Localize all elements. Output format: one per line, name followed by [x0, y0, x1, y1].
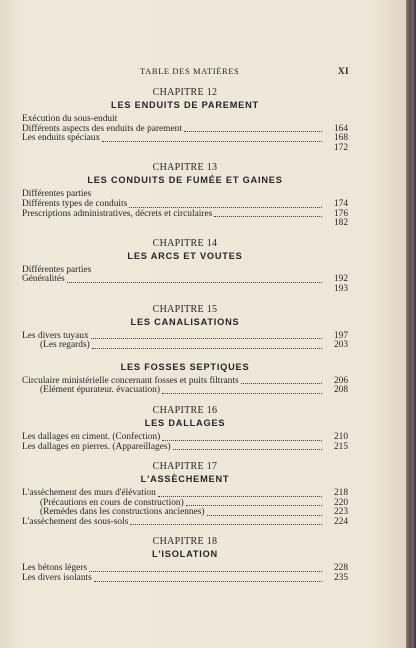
dot-leader [186, 505, 322, 506]
toc-entry-label: Les enduits spéciaux [22, 133, 101, 144]
toc-entry-page: 224 [333, 516, 348, 527]
toc-chapter [22, 405, 348, 452]
dot-leader [158, 496, 322, 497]
toc-entry-label: (Les regards) [40, 340, 90, 351]
toc-entry-label: Exécution du sous-enduit [22, 114, 118, 124]
toc-entry [22, 275, 348, 285]
dot-leader [129, 207, 322, 208]
dot-leader [92, 348, 322, 349]
dot-leader [162, 393, 322, 394]
toc-entry-label: Différentes parties [22, 264, 92, 275]
toc-entry-label: Les divers isolants [22, 573, 92, 584]
dot-leader [130, 524, 322, 525]
dot-leader [207, 515, 322, 516]
toc-entry-page: 174 [333, 198, 348, 209]
chapter-title: LES DALLAGES [144, 417, 226, 428]
toc-entry-label: (Elément épurateur. évacuation) [40, 385, 160, 396]
running-head-title: TABLE DES MATIÈRES [140, 66, 240, 76]
toc-entry-label: (Précautions en cours de construction) [40, 497, 184, 508]
toc-entry-label: Différents aspects des enduits de parement [22, 123, 182, 134]
chapter-title: L'ISOLATION [152, 549, 218, 560]
toc-entry [22, 219, 348, 229]
toc-chapter [22, 536, 348, 583]
toc-chapter [22, 87, 348, 153]
running-head [0, 66, 410, 80]
chapter-title: LES FOSSES SEPTIQUES [120, 361, 250, 372]
chapter-number: CHAPITRE 12 [152, 87, 218, 98]
toc-entry-page: 210 [333, 431, 348, 442]
toc-entry-page: 172 [333, 142, 348, 153]
toc-entry [22, 134, 348, 144]
chapter-title: LES CONDUITS DE FUMÉE ET GAINES [87, 175, 283, 186]
chapter-number: CHAPITRE 13 [152, 162, 218, 174]
toc-entry-page: 228 [333, 563, 348, 574]
toc-entry [22, 443, 348, 453]
toc-entry-page: 176 [333, 208, 348, 219]
toc-entry [22, 285, 348, 295]
dot-leader [67, 282, 322, 283]
toc-entry-label: Généralités [22, 274, 65, 285]
dot-leader [184, 131, 322, 132]
chapter-title: L'ASSÈCHEMENT [140, 474, 230, 485]
dot-leader [89, 571, 322, 572]
toc-chapter [22, 360, 348, 396]
toc-entry-page: 206 [333, 375, 348, 386]
toc-entry-page: 182 [333, 218, 348, 229]
toc-entry-label: Les dallages en pierres. (Appareillages) [22, 441, 171, 452]
toc-entry [22, 518, 348, 528]
toc-entry-page: 192 [333, 274, 348, 285]
chapter-title: LES ARCS ET VOUTES [127, 250, 243, 261]
toc-entry-page: 235 [333, 573, 348, 584]
toc-entry [22, 144, 348, 154]
chapter-number: CHAPITRE 16 [152, 404, 218, 416]
toc-entry-page: 220 [333, 497, 348, 508]
dot-leader [102, 141, 322, 142]
toc-entry-page: 223 [333, 507, 348, 518]
toc-entry-page: 203 [333, 340, 348, 351]
toc-chapter [22, 461, 348, 527]
toc-entry-page: 218 [333, 488, 348, 499]
dot-leader [214, 216, 322, 217]
dot-leader [241, 383, 322, 384]
toc-entry-label: Les divers tuyaux [22, 330, 89, 341]
toc-entry-page: 208 [333, 385, 348, 396]
page-number: XI [338, 66, 350, 76]
toc-chapter [22, 238, 348, 295]
chapter-number: CHAPITRE 18 [152, 536, 218, 548]
toc-entry-page: 164 [333, 123, 348, 134]
dot-leader [173, 449, 322, 450]
toc-entry-page: 193 [333, 283, 348, 294]
toc-entry [22, 574, 348, 584]
toc-entry-page: 197 [333, 330, 348, 341]
dot-leader [162, 440, 322, 441]
chapter-number: CHAPITRE 17 [152, 461, 218, 473]
toc-entry-label: Prescriptions administratives, décrets et circulaires [22, 208, 213, 219]
toc-entry [22, 266, 348, 276]
chapter-title: LES CANALISATIONS [130, 316, 240, 327]
toc-entry-page: 215 [333, 441, 348, 452]
page-edge [406, 0, 416, 648]
toc-chapter [22, 304, 348, 351]
table-of-contents [22, 84, 348, 584]
toc-chapter [22, 162, 348, 228]
toc-entry-label: Circulaire ministérielle concernant fosses et puits filtrants [22, 375, 239, 386]
chapter-title: LES ENDUITS DE PAREMENT [111, 100, 259, 110]
toc-entry-label: Différents types de conduits [22, 198, 128, 209]
toc-entry-label: L'assèchement des sous-sols [22, 516, 129, 527]
toc-entry [22, 386, 348, 396]
chapter-number: CHAPITRE 15 [152, 303, 218, 315]
chapter-number: CHAPITRE 14 [152, 237, 218, 249]
toc-entry-label: L'assèchement des murs d'élévation [22, 488, 156, 499]
toc-entry-label: Différentes parties [22, 189, 92, 200]
toc-entry [22, 210, 348, 220]
toc-entry-page: 168 [333, 133, 348, 144]
toc-entry-label: Les bétons légers [22, 563, 88, 574]
dot-leader [94, 581, 322, 582]
toc-entry [22, 341, 348, 351]
toc-entry-label: (Remèdes dans les constructions anciennes) [40, 507, 205, 518]
dot-leader [91, 338, 322, 339]
toc-entry-label: Les dallages en ciment. (Confection) [22, 431, 161, 442]
